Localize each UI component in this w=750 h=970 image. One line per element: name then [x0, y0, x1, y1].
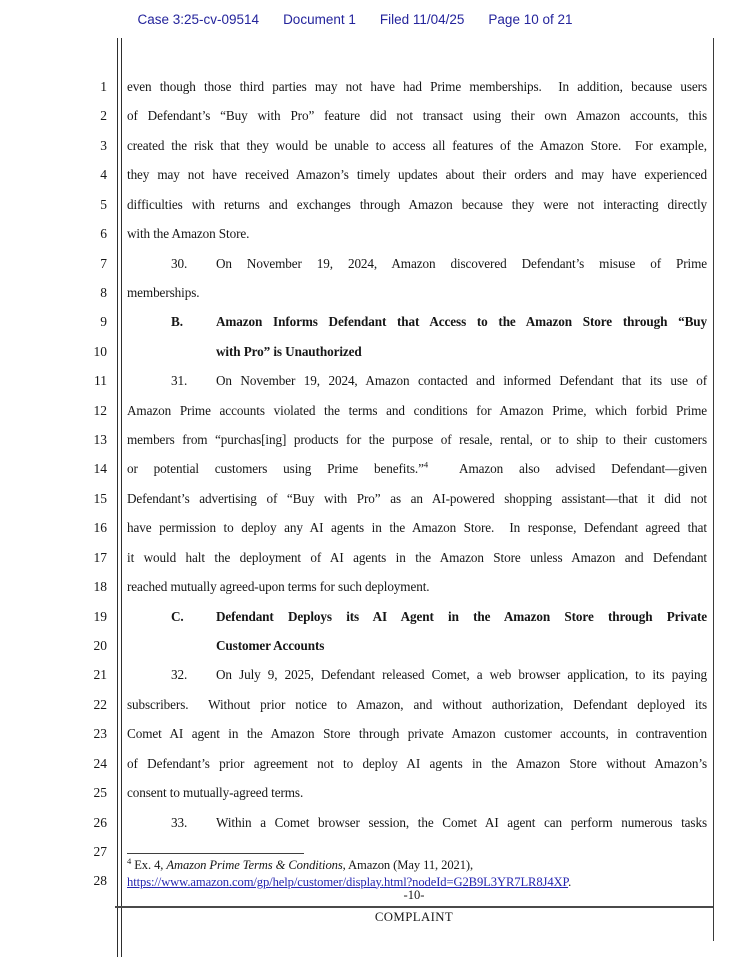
line-number: 13: [93, 432, 107, 448]
line-number: 15: [93, 490, 107, 506]
text-line: [127, 72, 707, 101]
paragraph-number: 31.: [171, 373, 188, 389]
line-number: 11: [94, 373, 107, 389]
line-number: 17: [93, 549, 107, 565]
line-number: 22: [93, 696, 107, 712]
text-line: [127, 631, 707, 660]
line-number: 14: [93, 461, 107, 477]
text-segment: members from “purchas[ing] products for the purpose of resale, rental, or to ship to their customers: [127, 432, 707, 448]
text-line: [127, 602, 707, 631]
line-number: 7: [100, 255, 107, 271]
text-segment: Ex. 4,: [131, 858, 167, 872]
line-number: 21: [93, 667, 107, 683]
text-segment: Amazon also advised Defendant—given: [428, 461, 708, 477]
text-line: [127, 160, 707, 189]
line-number: 2: [100, 108, 107, 124]
paragraph-number: 32.: [171, 667, 188, 683]
text-line: [127, 454, 707, 483]
text-line: [127, 219, 707, 248]
footnote-link-suffix: .: [568, 874, 572, 889]
filed-date: Filed 11/04/25: [379, 12, 465, 27]
line-number: 9: [100, 314, 107, 330]
line-number: 24: [93, 755, 107, 771]
text-segment: consent to mutually-agreed terms.: [127, 785, 304, 801]
text-segment: Customer Accounts: [216, 638, 325, 654]
text-line: [127, 484, 707, 513]
body-text-column: [127, 72, 707, 837]
footnote-reference: 4: [423, 460, 429, 471]
line-number: 18: [93, 579, 107, 595]
line-number: 20: [93, 638, 107, 654]
text-segment: created the risk that they would be unable to access all features of the Amazon Store. For example,: [127, 137, 707, 153]
footnote-reference: 4: [127, 855, 132, 866]
text-line: [127, 425, 707, 454]
text-line: [127, 190, 707, 219]
paragraph-number: 33.: [171, 814, 188, 830]
text-line: [127, 396, 707, 425]
text-line: [127, 749, 707, 778]
text-segment: it would halt the deployment of AI agents in the Amazon Store unless Amazon and Defendant: [127, 549, 707, 565]
text-segment: Comet AI agent in the Amazon Store through private Amazon customer accounts, in contravention: [127, 726, 707, 742]
text-line: [127, 131, 707, 160]
text-line: [127, 278, 707, 307]
text-segment: they may not have received Amazon’s timely updates about their orders and may have experienced: [127, 167, 707, 183]
text-segment: subscribers. Without prior notice to Amazon, and without authorization, Defendant deployed its: [127, 696, 707, 712]
pleading-double-rule: [117, 38, 122, 957]
paragraph-number: C.: [171, 608, 184, 624]
text-segment: with Pro” is Unauthorized: [216, 343, 362, 359]
text-line: [127, 249, 707, 278]
text-segment: Amazon Prime Terms & Conditions: [166, 858, 343, 872]
text-line: [127, 660, 707, 689]
line-number: 10: [93, 343, 107, 359]
line-number: 16: [93, 520, 107, 536]
line-number: 28: [93, 873, 107, 889]
text-line: [127, 808, 707, 837]
text-segment: Amazon Informs Defendant that Access to the Amazon Store through “Buy: [216, 314, 707, 330]
footnote-text: [127, 857, 707, 874]
text-segment: even though those third parties may not have had Prime memberships. In addition, because users: [127, 79, 707, 94]
text-line: [127, 719, 707, 748]
text-line: [127, 366, 707, 395]
text-segment: have permission to deploy any AI agents in the Amazon Store. In response, Defendant agreed that: [127, 520, 707, 536]
text-segment: Defendant Deploys its AI Agent in the Amazon Store through Private: [216, 608, 707, 624]
line-number: 19: [93, 608, 107, 624]
line-number: 1: [100, 79, 107, 94]
page-indicator: Page 10 of 21: [488, 12, 573, 27]
text-segment: Amazon Prime accounts violated the terms and conditions for Amazon Prime, which forbid Prime: [127, 402, 707, 418]
footer-rule: [115, 906, 713, 908]
text-segment: difficulties with returns and exchanges through Amazon because they were not interacting directly: [127, 196, 707, 212]
footer-title: COMPLAINT: [374, 910, 454, 924]
text-line: [127, 572, 707, 601]
line-number: 8: [100, 284, 107, 300]
text-line: [127, 101, 707, 130]
text-line: [127, 307, 707, 336]
text-segment: of Defendant’s prior agreement not to deploy AI agents in the Amazon Store without Amazon’s: [127, 755, 707, 771]
line-number: 6: [100, 226, 107, 242]
text-line: [127, 337, 707, 366]
text-line: [127, 543, 707, 572]
text-segment: with the Amazon Store.: [127, 226, 250, 242]
page-number: -10-: [403, 888, 425, 902]
line-number: 12: [93, 402, 107, 418]
paragraph-number: 30.: [171, 255, 188, 271]
text-segment: On November 19, 2024, Amazon contacted and informed Defendant that its use of: [216, 373, 707, 389]
text-line: [127, 690, 707, 719]
line-number-gutter: [0, 72, 107, 896]
text-line: [127, 778, 707, 807]
case-stamp: [0, 12, 710, 27]
footnote-block: [127, 853, 707, 890]
line-number: 3: [100, 137, 107, 153]
paragraph-number: B.: [171, 314, 183, 330]
right-margin-rule: [713, 38, 714, 941]
text-segment: of Defendant’s “Buy with Pro” feature did not transact using their own Amazon accounts, this: [127, 108, 707, 124]
case-number: Case 3:25-cv-09514: [137, 12, 260, 27]
text-segment: , Amazon (May 11, 2021),: [342, 858, 474, 872]
line-number: 27: [93, 843, 107, 859]
text-segment: On July 9, 2025, Defendant released Comet, a web browser application, to its paying: [216, 667, 707, 683]
text-segment: Within a Comet browser session, the Comet AI agent can perform numerous tasks: [216, 814, 707, 830]
line-number: 23: [93, 726, 107, 742]
text-segment: reached mutually agreed-upon terms for such deployment.: [127, 579, 430, 595]
text-line: [127, 513, 707, 542]
line-number: 26: [93, 814, 107, 830]
footnote-separator: [127, 853, 304, 854]
text-segment: On November 19, 2024, Amazon discovered Defendant’s misuse of Prime: [216, 255, 707, 271]
document-number: Document 1: [283, 12, 356, 27]
line-number: 25: [93, 785, 107, 801]
text-segment: Defendant’s advertising of “Buy with Pro” as an AI-powered shopping assistant—that it did not: [127, 490, 707, 506]
line-number: 4: [100, 167, 107, 183]
line-number: 5: [100, 196, 107, 212]
text-segment: or potential customers using Prime benefits.”: [127, 461, 424, 477]
footnote-link[interactable]: https://www.amazon.com/gp/help/customer/display.html?nodeId=G2B9L3YR7LR8J4XP: [127, 874, 569, 889]
text-segment: memberships.: [127, 284, 200, 300]
